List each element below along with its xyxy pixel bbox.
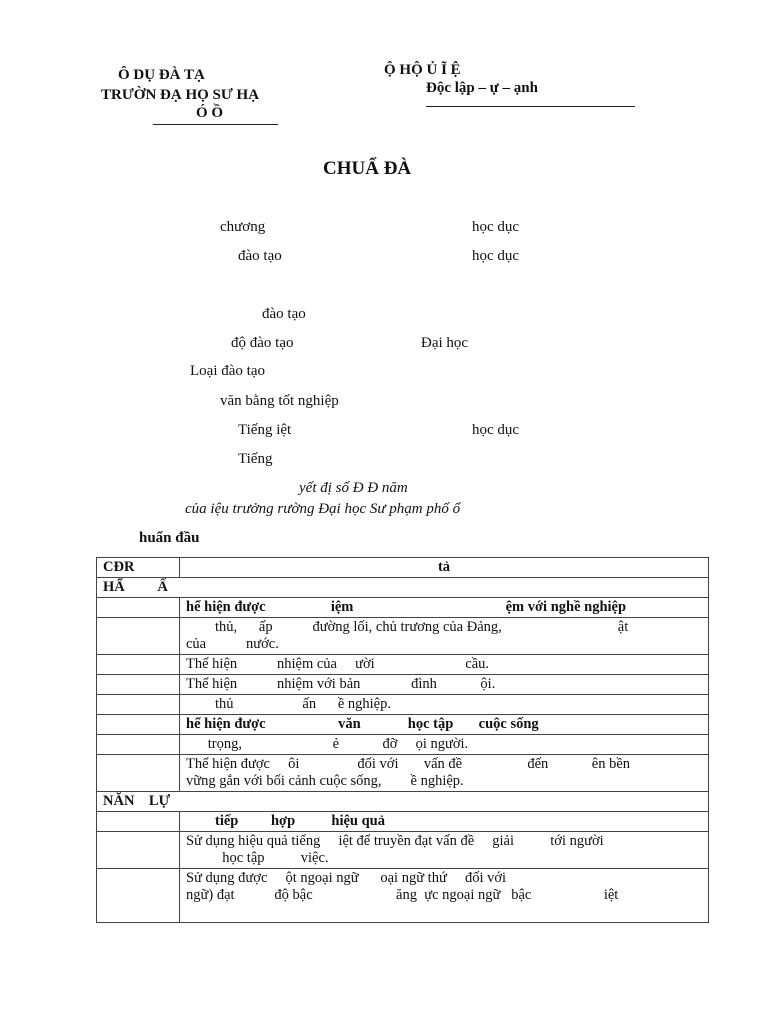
cdr-code-cell bbox=[97, 812, 180, 832]
info-label-degree: văn bằng tốt nghiệp bbox=[220, 393, 339, 409]
table-group-row bbox=[97, 715, 709, 735]
group-title-cell: hể hiện được iệm ệm với nghề nghiệp bbox=[180, 598, 709, 618]
description-cell: thủ ấn ề nghiệp. bbox=[180, 695, 709, 715]
table-header-row bbox=[97, 558, 709, 578]
info-value-level: Đại học bbox=[421, 335, 469, 351]
table-section-row bbox=[97, 578, 709, 598]
cdr-code-cell bbox=[97, 832, 180, 869]
cdr-code-cell bbox=[97, 755, 180, 792]
table-row bbox=[97, 675, 709, 695]
info-label-program: chương bbox=[220, 219, 266, 235]
cdr-code-cell bbox=[97, 715, 180, 735]
cdr-code-cell bbox=[97, 598, 180, 618]
table-row bbox=[97, 735, 709, 755]
decision-line-1: yết đị số Đ Đ năm bbox=[299, 480, 408, 496]
cdr-code-cell bbox=[97, 655, 180, 675]
description-cell: trọng, ẻ đỡ ọi người. bbox=[180, 735, 709, 755]
table-row bbox=[97, 655, 709, 675]
description-cell: thủ, ấp đường lối, chủ trương của Đảng, ật của nước. bbox=[180, 618, 709, 655]
header-description: tả bbox=[180, 558, 709, 578]
decision-line-2: của iệu trưởng rường Đại học Sư phạm phố ổ bbox=[185, 501, 461, 517]
info-label-code: đào tạo bbox=[262, 306, 306, 322]
section-title: NĂN LỰ bbox=[97, 792, 709, 812]
table-row bbox=[97, 755, 709, 792]
cdr-code-cell bbox=[97, 695, 180, 715]
header-motto: Độc lập – ự – ạnh bbox=[426, 80, 538, 96]
table-row bbox=[97, 618, 709, 655]
table-group-row bbox=[97, 598, 709, 618]
header-university: TRƯỜN ĐẠ HỌ SƯ HẠ bbox=[101, 87, 260, 103]
cdr-code-cell bbox=[97, 869, 180, 923]
description-cell: Thể hiện nhiệm với bản đình ội. bbox=[180, 675, 709, 695]
table-row bbox=[97, 695, 709, 715]
cdr-code-cell bbox=[97, 618, 180, 655]
section-heading: huẩn đầu bbox=[139, 530, 200, 546]
section-title: HẨ Ấ bbox=[97, 578, 709, 598]
cdr-code-cell bbox=[97, 735, 180, 755]
description-cell: Sử dụng được ột ngoại ngữ oại ngữ thứ đối với ngữ) đạt độ bậc ăng ực ngoại ngữ bậc iệt bbox=[180, 869, 709, 923]
group-title-cell: hể hiện được văn học tập cuộc sống bbox=[180, 715, 709, 735]
header-cdr: CĐR bbox=[97, 558, 180, 578]
info-label-major: đào tạo bbox=[238, 248, 282, 264]
description-cell: Thể hiện được ôi đối với vấn đề đến ên bền vững gắn với bối cảnh cuộc sống, ề nghiệp. bbox=[180, 755, 709, 792]
learning-outcomes-table bbox=[96, 557, 709, 923]
header-republic: Ộ HỘ Ủ Ĩ Ệ bbox=[384, 62, 461, 78]
table-section-row bbox=[97, 792, 709, 812]
info-value-program: học dục bbox=[472, 219, 520, 235]
table-row bbox=[97, 869, 709, 923]
header-left-underline bbox=[153, 124, 278, 125]
info-label-name-vi: Tiếng iệt bbox=[238, 422, 292, 438]
header-ministry: Ô DỤ ĐÀ TẠ bbox=[118, 67, 205, 83]
info-label-level: độ đào tạo bbox=[231, 335, 294, 351]
info-label-type: Loại đào tạo bbox=[190, 363, 265, 379]
table-group-row bbox=[97, 812, 709, 832]
document-title: CHUẨ ĐÀ bbox=[323, 158, 412, 179]
cdr-code-cell bbox=[97, 675, 180, 695]
info-value-major: học dục bbox=[472, 248, 520, 264]
info-label-name-en: Tiếng bbox=[238, 451, 273, 467]
description-cell: Thể hiện nhiệm của ười cầu. bbox=[180, 655, 709, 675]
header-right-underline bbox=[426, 106, 635, 107]
header-city: Ó Ồ bbox=[196, 105, 224, 121]
description-cell: Sử dụng hiệu quả tiếng iệt để truyền đạt vấn đề giải tới người học tập việc. bbox=[180, 832, 709, 869]
table-row bbox=[97, 832, 709, 869]
group-title-cell: tiếp hợp hiệu quả bbox=[180, 812, 709, 832]
info-value-name-vi: học dục bbox=[472, 422, 520, 438]
